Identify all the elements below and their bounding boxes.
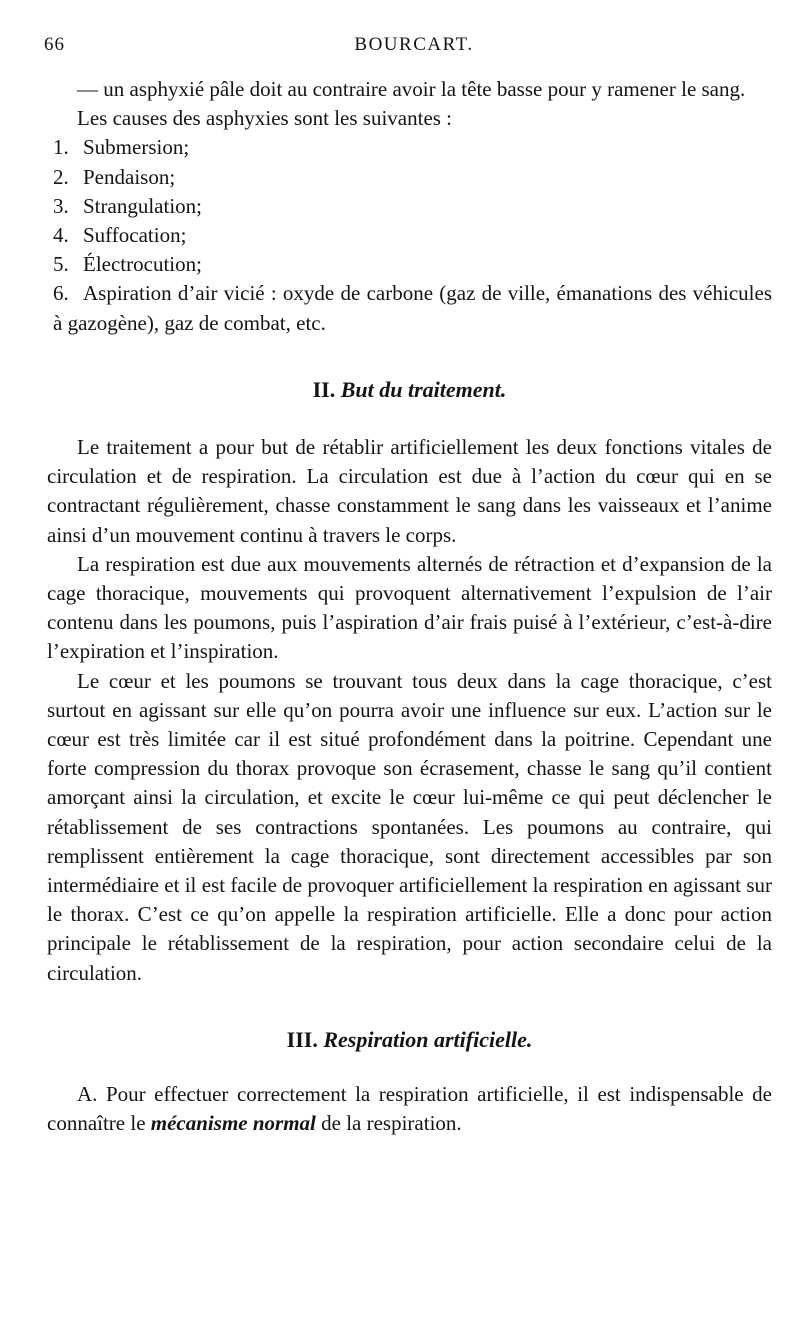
- list-text: Strangulation;: [83, 193, 202, 218]
- paragraph: Le cœur et les poumons se trouvant tous deux dans la cage thoracique, c’est surtout en agissant sur elle qu’on pourra avoir une influence sur eux. L’action sur le cœur est très limitée car il est situé profondément dans la poitrine. Cependant une forte compression du thorax provoque son écrasement, chasse le sang qu’il contient amorçant ainsi la circulation, et excite le cœur lui-même ce qui peut déclencher le rétablissement de ses contractions spontanées. Les poumons au contraire, qui remplissent entièrement la cage thoracique, sont directement accessibles par son intermédiaire et il est facile de provoquer artificiellement la respiration en agissant sur le thorax. C’est ce qu’on appelle la respiration artificielle. Elle a donc pour action principale le rétablissement de la respiration, pour action secondaire celui de la circulation.: [47, 668, 772, 985]
- intro-continuation: — un asphyxié pâle doit au contraire avoir la tête basse pour y ramener le sang.: [77, 77, 746, 101]
- list-item: [47, 163, 772, 192]
- section-title: Respiration artificielle.: [323, 1026, 533, 1052]
- page-number: 66: [44, 34, 65, 55]
- list-number: 4.: [53, 223, 69, 248]
- running-head: BOURCART.: [354, 34, 474, 55]
- list-item: [47, 192, 772, 221]
- section-title: But du traitement.: [340, 376, 507, 402]
- list-number: 1.: [53, 135, 69, 160]
- section-numeral: II.: [312, 376, 336, 402]
- list-item: [47, 279, 772, 337]
- section-numeral: III.: [286, 1026, 318, 1052]
- list-text: Suffocation;: [83, 223, 187, 248]
- paragraph: La respiration est due aux mouvements alternés de rétraction et d’expansion de la cage thoracique, mouvements qui provoquent alternativement l’expulsion de l’air contenu dans les poumons, puis l’aspiration d’air frais puisé à l’extérieur, c’est-à-dire l’expiration et l’inspiration.: [47, 551, 772, 664]
- list-item: [47, 133, 772, 162]
- paragraph-a-before: A. Pour effectuer correctement la respiration artificielle, il est indispensable de connaître le: [47, 1082, 772, 1136]
- paragraph-a: [47, 1080, 772, 1138]
- section-heading-2: [47, 375, 772, 404]
- paragraph: Le traitement a pour but de rétablir artificiellement les deux fonctions vitales de circulation et de respiration. La circulation est due à l’action du cœur qui en se contractant régulièrement, chasse constamment le sang dans les vaisseaux et l’anime ainsi d’un mouvement continu à travers le corps.: [47, 435, 772, 547]
- body-text: [47, 75, 772, 1139]
- list-text: Pendaison;: [83, 164, 176, 189]
- list-number: 5.: [53, 252, 69, 277]
- paragraph-a-after: de la respiration.: [315, 1111, 462, 1136]
- list-text: Électrocution;: [83, 252, 202, 277]
- section-heading-3: [47, 1025, 772, 1054]
- causes-list: [47, 133, 772, 337]
- page-header: [44, 34, 784, 64]
- list-text: Submersion;: [83, 135, 190, 160]
- emphasis-term: mécanisme normal: [150, 1111, 316, 1136]
- list-number: 3.: [53, 193, 69, 218]
- list-item: [47, 250, 772, 279]
- list-item: [47, 221, 772, 250]
- list-number: 2.: [53, 164, 69, 189]
- causes-lead: Les causes des asphyxies sont les suivantes :: [77, 106, 453, 131]
- list-number: 6.: [53, 281, 69, 306]
- list-text: Aspiration d’air vicié : oxyde de carbone (gaz de ville, émanations des véhicules à gazogène), gaz de combat, etc.: [53, 281, 772, 335]
